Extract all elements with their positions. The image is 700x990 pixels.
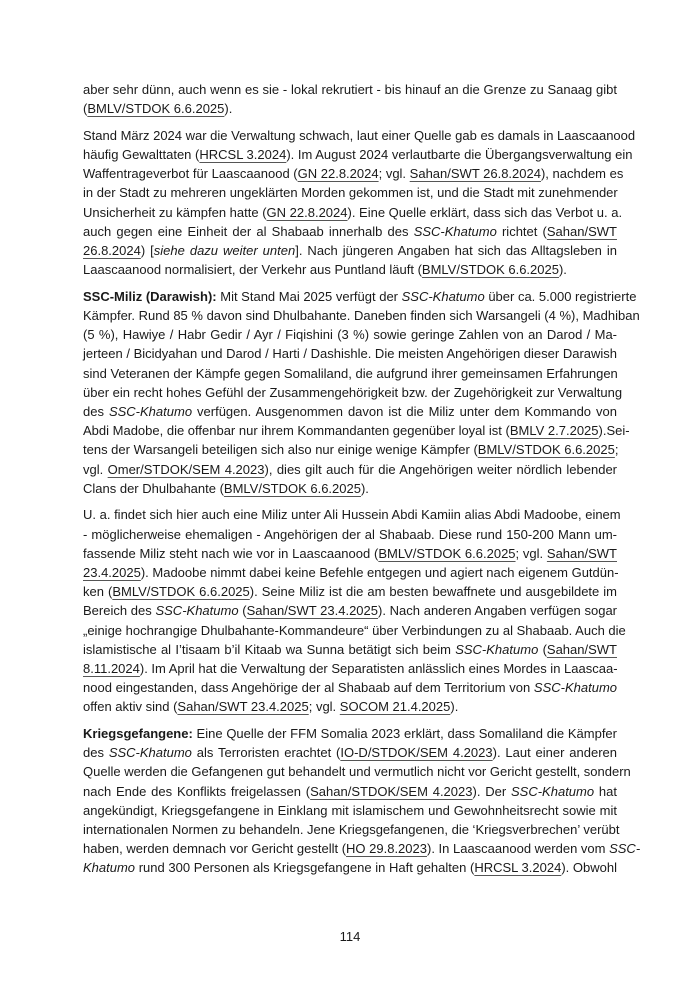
bold-heading: Kriegsgefangene: [83, 726, 193, 741]
citation-link[interactable]: BMLV/STDOK 6.6.2025 [421, 262, 559, 278]
text: ). Nach anderen Angaben verfügen sogar [378, 603, 618, 619]
text-line [83, 697, 617, 716]
text-line [83, 820, 620, 839]
text: ) [ [140, 243, 154, 258]
text-line [83, 678, 617, 697]
text-line [83, 801, 617, 820]
citation-link[interactable]: Sahan/SWT 23.4.2025 [246, 603, 379, 619]
italic-text: SSC-Khatumo [401, 288, 485, 304]
text-line [83, 344, 617, 363]
text: Bereich des [83, 603, 156, 619]
text-line [83, 306, 640, 325]
text: ). Der [472, 783, 511, 799]
citation-link[interactable]: IO-D/STDOK/SEM 4.2023 [340, 745, 493, 761]
paragraph [83, 80, 617, 118]
text: Clans der Dhulbahante ( [83, 480, 224, 496]
text-line [83, 287, 637, 306]
text: Unsicherheit zu kämpfen hatte ( [83, 204, 267, 220]
text-line [83, 659, 617, 678]
citation-link[interactable]: Sahan/SWT [546, 545, 617, 561]
text-line [83, 241, 617, 260]
text: Mit Stand Mai 2025 verfügt der [216, 288, 402, 304]
text: nood eingestanden, dass Angehörige der al Shabaab auf dem Territorium von [83, 680, 534, 696]
citation-link[interactable]: HRCSL 3.2024 [474, 860, 562, 876]
text: auch gegen eine Einheit der al Shabaab innerhalb des [83, 223, 414, 239]
text: - möglicherweise ehemaligen - Angehörigen der al Shabaab. Diese rund 150-200 Mann um- [83, 526, 617, 542]
text-line [83, 601, 617, 620]
text: sind Veteranen der Kämpfe gegen Somaliland, die aufgrund ihrer gemeinsamen Erfahrungen [83, 365, 618, 381]
text-line [83, 621, 626, 640]
text: offen aktiv sind ( [83, 699, 178, 715]
text: ). Laut einer anderen [492, 745, 617, 761]
text-line [83, 99, 617, 118]
text: ). In Laascaanood werden vom [426, 841, 610, 857]
text: nach Ende des Konflikts freigelassen ( [83, 783, 311, 799]
text: über ca. 5.000 registrierte [484, 288, 637, 304]
text-line [83, 743, 617, 762]
citation-link[interactable]: 26.8.2024 [83, 243, 141, 258]
text: ).Sei- [598, 423, 630, 439]
text: ( [83, 101, 88, 117]
text-line [83, 222, 617, 241]
text-line [83, 782, 617, 801]
italic-text: SSC-Khatumo [155, 603, 239, 619]
paragraph [83, 724, 641, 878]
text-line [83, 164, 624, 183]
text: aber sehr dünn, auch wenn es sie - lokal rekrutiert - bis hinauf an die Grenze zu Sanaag gibt [83, 82, 617, 97]
text: rund 300 Personen als Kriegsgefangene in Haft gehalten ( [135, 860, 475, 876]
paragraph [83, 505, 626, 716]
text: hat [594, 783, 617, 799]
text: tens der Warsangeli beteiligen sich also nur einige wenige Kämpfer ( [83, 442, 478, 458]
text: des [83, 745, 109, 761]
text-line [83, 640, 617, 659]
citation-link[interactable]: 23.4.2025 [83, 565, 141, 580]
text: häufig Gewalttaten ( [83, 147, 200, 163]
text-line [83, 126, 636, 145]
citation-link[interactable]: BMLV/STDOK 6.6.2025 [112, 584, 250, 600]
citation-link[interactable]: Sahan/SWT [546, 223, 617, 239]
text-line [83, 839, 641, 858]
text: als Terroristen erachtet ( [191, 745, 341, 761]
citation-link[interactable]: Sahan/SWT 26.8.2024 [409, 166, 541, 182]
italic-text: SSC-Khatumo [108, 404, 193, 419]
text: Abdi Madobe, die offenbar nur ihrem Kommandanten gegenüber loyal ist ( [83, 423, 510, 439]
text: ). Im August 2024 verlautbarte die Übergangsverwaltung ein [286, 147, 633, 163]
text-line [83, 724, 617, 743]
text-line [83, 525, 617, 544]
citation-link[interactable]: SOCOM 21.4.2025 [339, 699, 451, 715]
text: ; vgl. [308, 699, 340, 715]
text: islamistische al I’tisaam b’il Kitaab wa Sunna betätigt sich beim [83, 641, 456, 657]
italic-text: SSC-Khatumo [413, 223, 497, 239]
citation-link[interactable]: Omer/STDOK/SEM 4.2023 [107, 461, 265, 477]
text-line [83, 383, 623, 402]
text: in der Stadt zu mehreren ungeklärten Morden gekommen ist, und die Stadt mit zunehmender [83, 185, 618, 201]
citation-link[interactable]: BMLV/STDOK 6.6.2025 [223, 480, 361, 496]
italic-text: SSC-Khatumo [533, 680, 617, 696]
text: ; [614, 442, 619, 458]
text-line [83, 460, 617, 479]
citation-link[interactable]: HO 29.8.2023 [346, 841, 427, 857]
text-line [83, 582, 617, 601]
text-line [83, 260, 617, 279]
italic-text: siehe dazu weiter unten [153, 243, 296, 258]
text: des [83, 404, 109, 419]
text-line [83, 440, 617, 459]
text: Eine Quelle der FFM Somalia 2023 erklärt, dass Somaliland die Kämpfer [192, 726, 617, 741]
text-line [83, 563, 617, 582]
text: ). Eine Quelle erklärt, dass sich das Verbot u. a. [347, 204, 623, 220]
text-line [83, 183, 617, 202]
text: ). Obwohl [561, 860, 617, 876]
citation-link[interactable]: Sahan/STDOK/SEM 4.2023 [310, 783, 473, 799]
text-line [83, 858, 617, 877]
text-line [83, 421, 630, 440]
text: „einige hochrangige Dhulbahante-Kommandeure“ über Verbindungen zu al Shabaab. Auch die [83, 622, 626, 638]
text: ( [538, 641, 547, 657]
citation-link[interactable]: BMLV/STDOK 6.6.2025 [87, 101, 225, 117]
text: ). Im April hat die Verwaltung der Separatisten anlässlich eines Mordes in Laascaa- [139, 660, 618, 676]
citation-link[interactable]: 8.11.2024 [83, 660, 140, 676]
text: über ein recht hohes Gefühl der Zusammengehörigkeit bzw. der Zugehörigkeit zur Verwaltung [83, 384, 623, 400]
citation-link[interactable]: BMLV/STDOK 6.6.2025 [378, 545, 516, 561]
text: ). [224, 101, 233, 117]
citation-link[interactable]: HRCSL 3.2024 [199, 147, 287, 163]
text: ken ( [83, 584, 113, 600]
text: ), nachdem es [540, 166, 624, 182]
text: fassende Miliz steht nach wie vor in Laascaanood ( [83, 545, 379, 561]
text-line [83, 325, 617, 344]
citation-link[interactable]: Sahan/SWT 23.4.2025 [177, 699, 309, 715]
text: richtet ( [496, 223, 547, 239]
paragraph [83, 287, 640, 498]
text: ; vgl. [378, 166, 410, 182]
citation-link[interactable]: GN 22.8.2024 [266, 204, 348, 220]
text-line [83, 544, 617, 563]
text: ( [238, 603, 247, 619]
text: Laascaanood normalisiert, der Verkehr aus Puntland läuft ( [83, 262, 422, 278]
text: ). [360, 480, 369, 496]
italic-text: SSC-Khatumo [108, 745, 192, 761]
text: jerteen / Bicidyahan und Darod / Harti / Dashishle. Die meisten Angehörigen dieser Darawish [83, 346, 618, 362]
page-number: 114 [339, 929, 361, 944]
document-body [83, 80, 641, 885]
text-line [83, 762, 631, 781]
text: ; vgl. [515, 545, 547, 561]
italic-text: SSC- [609, 841, 641, 857]
text: ), dies gilt auch für die Angehörigen weiter nördlich lebender [264, 461, 617, 477]
italic-text: SSC-Khatumo [511, 783, 595, 799]
citation-link[interactable]: BMLV/STDOK 6.6.2025 [477, 442, 615, 458]
text: ). Seine Miliz ist die am besten bewaffnete und ausgebildete im [249, 584, 618, 600]
text: haben, werden demnach vor Gericht gestellt ( [83, 841, 347, 857]
paragraph [83, 126, 636, 280]
text-line [83, 479, 617, 498]
citation-link[interactable]: BMLV 2.7.2025 [509, 423, 599, 439]
italic-text: SSC-Khatumo [455, 641, 539, 657]
text: ). Madoobe nimmt dabei keine Befehle entgegen und agiert nach eigenem Gutdün- [140, 565, 619, 580]
text-line [83, 402, 617, 421]
text: ). [558, 262, 567, 278]
bold-heading: SSC-Miliz (Darawish): [83, 288, 217, 304]
text-line [83, 203, 623, 222]
text-line [83, 505, 621, 524]
text: Stand März 2024 war die Verwaltung schwach, laut einer Quelle gab es damals in Laascaanood [83, 127, 636, 143]
text-line [83, 80, 617, 99]
text: internationalen Normen zu behandeln. Jene Kriegsgefangenen, die ‘Kriegsverbrechen’ verübt [83, 821, 620, 837]
text: angekündigt, Kriegsgefangene in Einklang mit islamischem und Gewohnheitsrecht sowie mit [83, 802, 617, 818]
text: verfügen. Ausgenommen davon ist die Miliz unter dem Kommando von [192, 404, 617, 419]
italic-text: Khatumo [83, 860, 136, 876]
text: Waffentrageverbot für Laascaanood ( [83, 166, 298, 182]
citation-link[interactable]: GN 22.8.2024 [297, 166, 379, 182]
text: ). [450, 699, 459, 715]
text: U. a. findet sich hier auch eine Miliz unter Ali Hussein Abdi Kamiin alias Abdi Madoobe, einem [83, 507, 621, 523]
text: Kämpfer. Rund 85 % davon sind Dhulbahante. Daneben finden sich Warsangeli (4 %), Madhiban [83, 308, 640, 324]
text: Quelle werden die Gefangenen gut behandelt und vermutlich nicht vor Gericht gestellt, sondern [83, 764, 631, 780]
text-line [83, 364, 617, 383]
citation-link[interactable]: Sahan/SWT [546, 641, 617, 657]
text: (5 %), Hawiye / Habr Gedir / Ayr / Fiqishini (3 %) sowie geringe Zahlen von an Darod / Ma- [83, 327, 617, 343]
text: vgl. [83, 461, 108, 477]
text: ]. Nach jüngeren Angaben hat sich das Alltagsleben in [295, 243, 617, 258]
text-line [83, 145, 633, 164]
